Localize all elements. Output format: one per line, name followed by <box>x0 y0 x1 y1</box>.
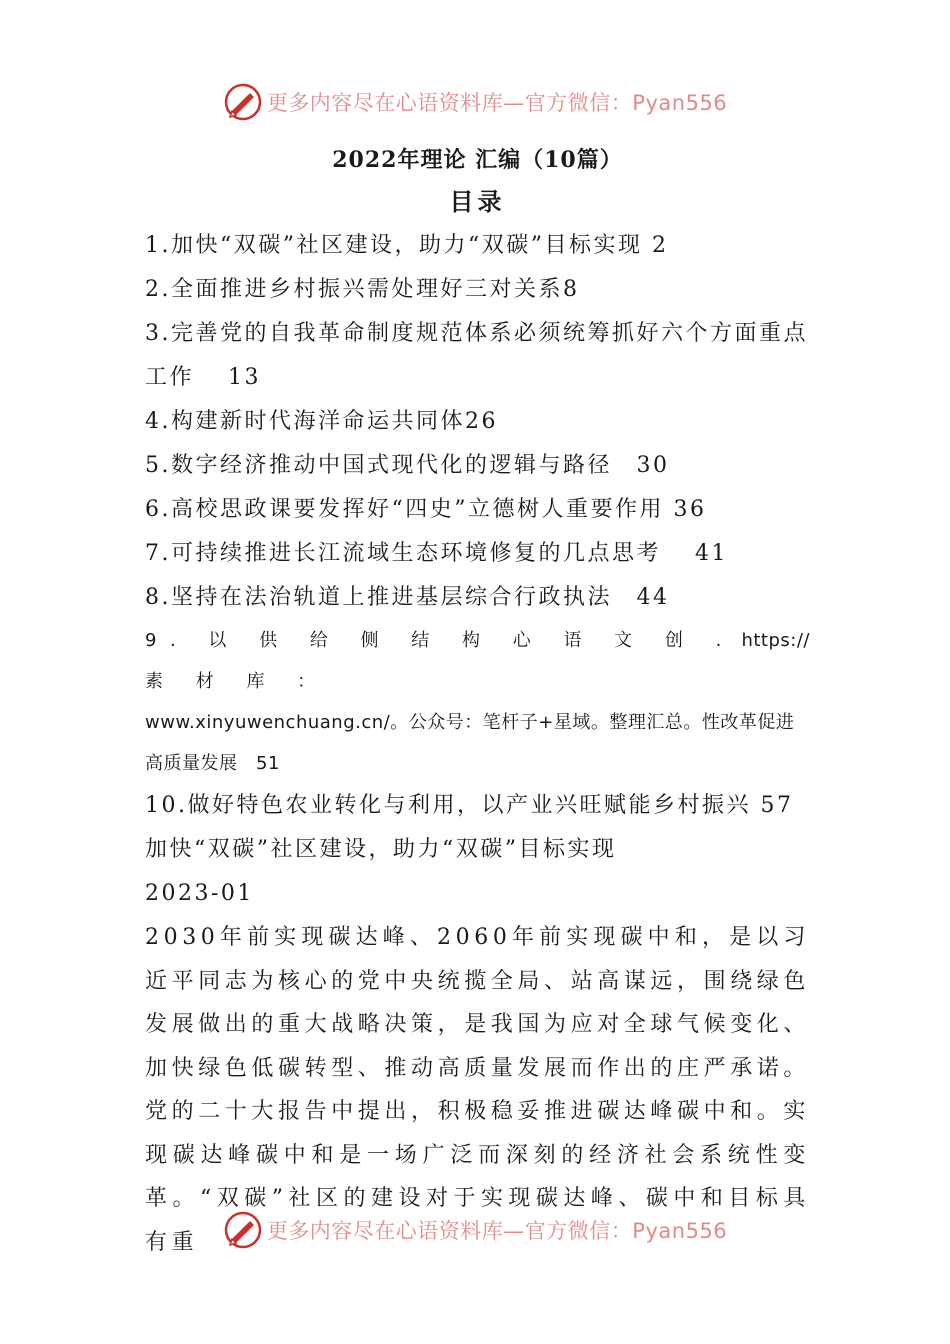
pen-logo-icon <box>223 1210 263 1250</box>
toc-item[interactable]: 7.可持续推进长江流域生态环境修复的几点思考 41 <box>145 541 728 566</box>
toc-item-9-text: 9. 以 供 给 侧 结 构 心 语 文 创 . 素 材 库 ： <box>145 630 735 692</box>
watermark-banner-bottom <box>0 1208 950 1252</box>
toc-item-9-url-end: www.xinyuwenchuang.cn/ <box>145 712 391 733</box>
toc-item[interactable]: 5.数字经济推动中国式现代化的逻辑与路径 30 <box>145 453 670 478</box>
toc-item-9[interactable] <box>145 620 810 784</box>
watermark-text: 更多内容尽在心语资料库—官方微信：Pyan556 <box>266 1219 728 1243</box>
toc-item[interactable]: 10.做好特色农业转化与利用，以产业兴旺赋能乡村振兴 57 <box>145 793 794 818</box>
toc-item[interactable]: 1.加快“双碳”社区建设，助力“双碳”目标实现 2 <box>145 233 669 258</box>
article-body: 2030年前实现碳达峰、2060年前实现碳中和，是以习近平同志为核心的党中央统揽全局、站高谋远，围绕绿色发展做出的重大战略决策，是我国为应对全球气候变化、加快绿色低碳转型、推动高质量发展而作出的庄严承诺。党的二十大报告中提出，积极稳妥推进碳达峰碳中和。实现碳达峰碳中和是一场广泛而深刻的经济社会系统性变革。“双碳”社区的建设对于实现碳达峰、碳中和目标具有重 <box>145 925 811 1255</box>
toc-item[interactable]: 2.全面推进乡村振兴需处理好三对关系8 <box>145 277 580 302</box>
toc-item[interactable]: 4.构建新时代海洋命运共同体26 <box>145 409 498 434</box>
watermark-text: 更多内容尽在心语资料库—官方微信：Pyan556 <box>266 91 728 115</box>
toc-item-9-url-start: https:// <box>741 630 810 651</box>
document-page <box>145 140 810 1264</box>
document-title: 2022年理论 汇编（10篇） <box>332 147 623 173</box>
article-title: 加快“双碳”社区建设，助力“双碳”目标实现 <box>145 837 617 862</box>
toc-heading: 目录 <box>449 187 506 216</box>
watermark-banner-top <box>0 80 950 124</box>
article-date: 2023-01 <box>145 881 254 906</box>
toc-item[interactable]: 3.完善党的自我革命制度规范体系必须统筹抓好六个方面重点工作 13 <box>145 321 808 390</box>
toc-item[interactable]: 6.高校思政课要发挥好“四史”立德树人重要作用 36 <box>145 497 707 522</box>
pen-logo-icon <box>223 82 263 122</box>
toc-item[interactable]: 8.坚持在法治轨道上推进基层综合行政执法 44 <box>145 585 670 610</box>
toc-item-9-rest: 。公众号：笔杆子+星域。整理汇总。性改革促进高质量发展 51 <box>145 712 795 774</box>
